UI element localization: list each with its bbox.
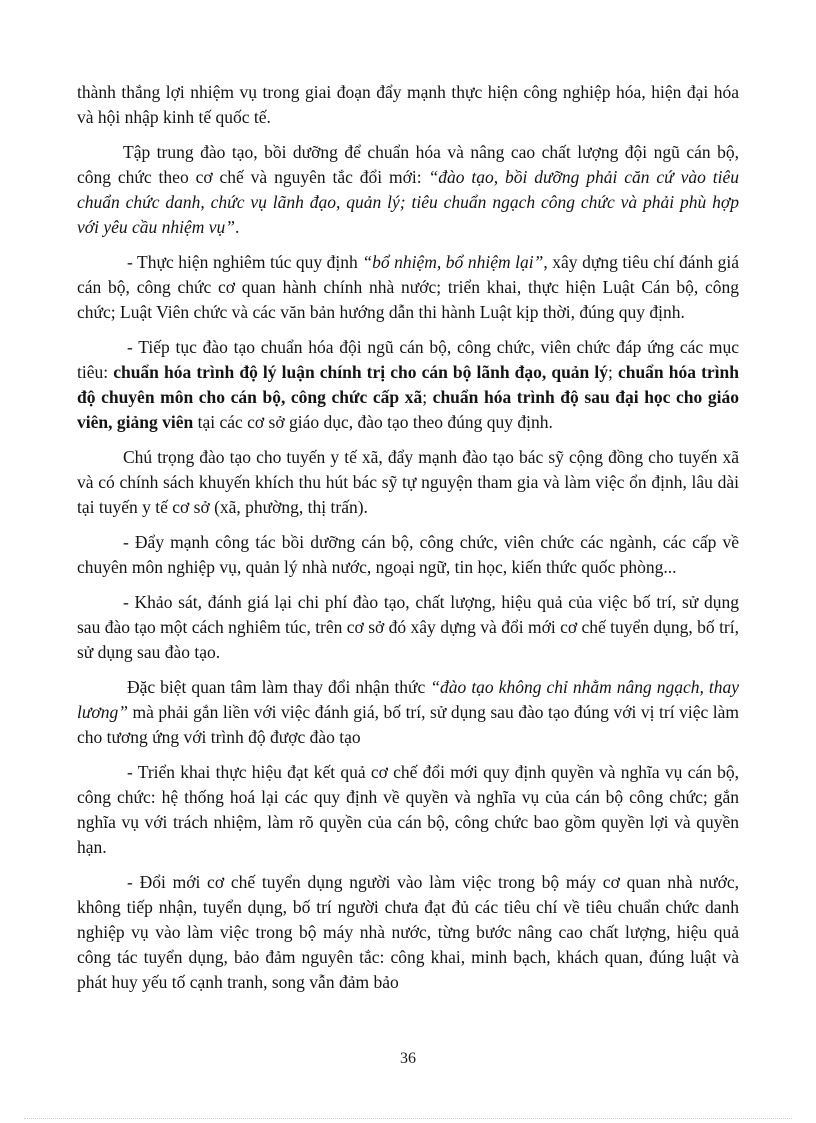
text-run: Đặc biệt quan tâm làm thay đổi nhận thức [127,677,431,697]
body-text [77,80,739,1005]
text-run: mà phải gắn liền với việc đánh giá, bố trí, sử dụng sau đào tạo đúng với vị trí việc làm cho tương ứng với trình độ được đào tạo [77,702,739,747]
paragraph-standardization-goals [77,335,739,435]
text-run: ; [422,387,433,407]
text-run: ; [608,362,618,382]
text-run: - Tiếp tục đào tạo chuẩn hóa đội ngũ cán bộ, công chức, viên chức đáp ứng các mục tiêu: [77,337,739,382]
bold-run: chuẩn hóa trình độ lý luận chính trị cho cán bộ lãnh đạo, quản lý [113,362,608,382]
paragraph-survey: - Khảo sát, đánh giá lại chi phí đào tạo, chất lượng, hiệu quả của việc bố trí, sử dụng sau đào tạo một cách nghiêm túc, trên cơ sở đó xây dựng và đổi mới cơ chế tuyển dụng, bố trí, sử dụng sau đào tạo. [77,592,739,662]
bold-run: chuẩn hóa trình độ chuyên môn cho cán bộ, công chức cấp xã [77,362,739,407]
paragraph-recruitment: - Đổi mới cơ chế tuyển dụng người vào làm việc trong bộ máy cơ quan nhà nước, không tiếp nhận, tuyển dụng, bố trí người chưa đạt đủ các tiêu chí về tiêu chuẩn chức danh nghiệp vụ vào làm việc trong bộ máy nhà nước, từng bước nâng cao chất lượng, hiệu quả công tác tuyển dụng, bảo đảm nguyên tắc: công khai, minh bạch, khách quan, đúng luật và phát huy yếu tố cạnh tranh, song vẫn đảm bảo [77,872,739,992]
text-run: tại các cơ sở giáo dục, đào tạo theo đúng quy định. [193,412,553,432]
text-run: - Thực hiện nghiêm túc quy định [127,252,363,272]
text-run: Tập trung đào tạo, bồi dưỡng để chuẩn hóa và nâng cao chất lượng đội ngũ cán bộ, công chức theo cơ chế và nguyên tắc đổi mới: [77,142,739,187]
page-bottom-divider [24,1118,792,1119]
page-number: 36 [400,1050,416,1067]
text-run: , xây dựng tiêu chí đánh giá cán bộ, công chức cơ quan hành chính nhà nước; triển khai, thực hiện Luật Cán bộ, công chức; Luật Viên chức và các văn bản hướng dẫn thi hành Luật kịp thời, đúng quy định. [77,252,739,322]
paragraph-continuation: thành thắng lợi nhiệm vụ trong giai đoạn đẩy mạnh thực hiện công nghiệp hóa, hiện đại hóa và hội nhập kinh tế quốc tế. [77,82,739,127]
quote-run: “bổ nhiệm, bổ nhiệm lại” [362,252,544,272]
text-run: . [235,217,240,237]
paragraph-training-standardization [77,140,739,240]
quote-run: “đào tạo không chỉ nhằm nâng ngạch, thay lương” [77,677,739,722]
paragraph-fostering: - Đẩy mạnh công tác bồi dưỡng cán bộ, công chức, viên chức các ngành, các cấp về chuyên môn nghiệp vụ, quản lý nhà nước, ngoại ngữ, tin học, kiến thức quốc phòng... [77,532,739,577]
paragraph-rights-obligations: - Triển khai thực hiệu đạt kết quả cơ chế đổi mới quy định quyền và nghĩa vụ cán bộ, công chức: hệ thống hoá lại các quy định về quyền và nghĩa vụ của cán bộ công chức; gắn nghĩa vụ với trách nhiệm, làm rõ quyền của cán bộ, công chức bao gồm quyền lợi và quyền hạn. [77,762,739,857]
bold-run: chuẩn hóa trình độ sau đại học cho giáo viên, giảng viên [77,387,739,432]
paragraph-awareness [77,675,739,750]
quote-run: “đào tạo, bồi dưỡng phải căn cứ vào tiêu chuẩn chức danh, chức vụ lãnh đạo, quản lý; tiêu chuẩn ngạch công chức và phải phù hợp với yêu cầu nhiệm vụ” [77,167,739,237]
paragraph-healthcare: Chú trọng đào tạo cho tuyến y tế xã, đẩy mạnh đào tạo bác sỹ cộng đồng cho tuyến xã và có chính sách khuyến khích thu hút bác sỹ tự nguyện tham gia và làm việc ổn định, lâu dài tại tuyến y tế cơ sở (xã, phường, thị trấn). [77,447,739,517]
paragraph-appointment [77,250,739,325]
